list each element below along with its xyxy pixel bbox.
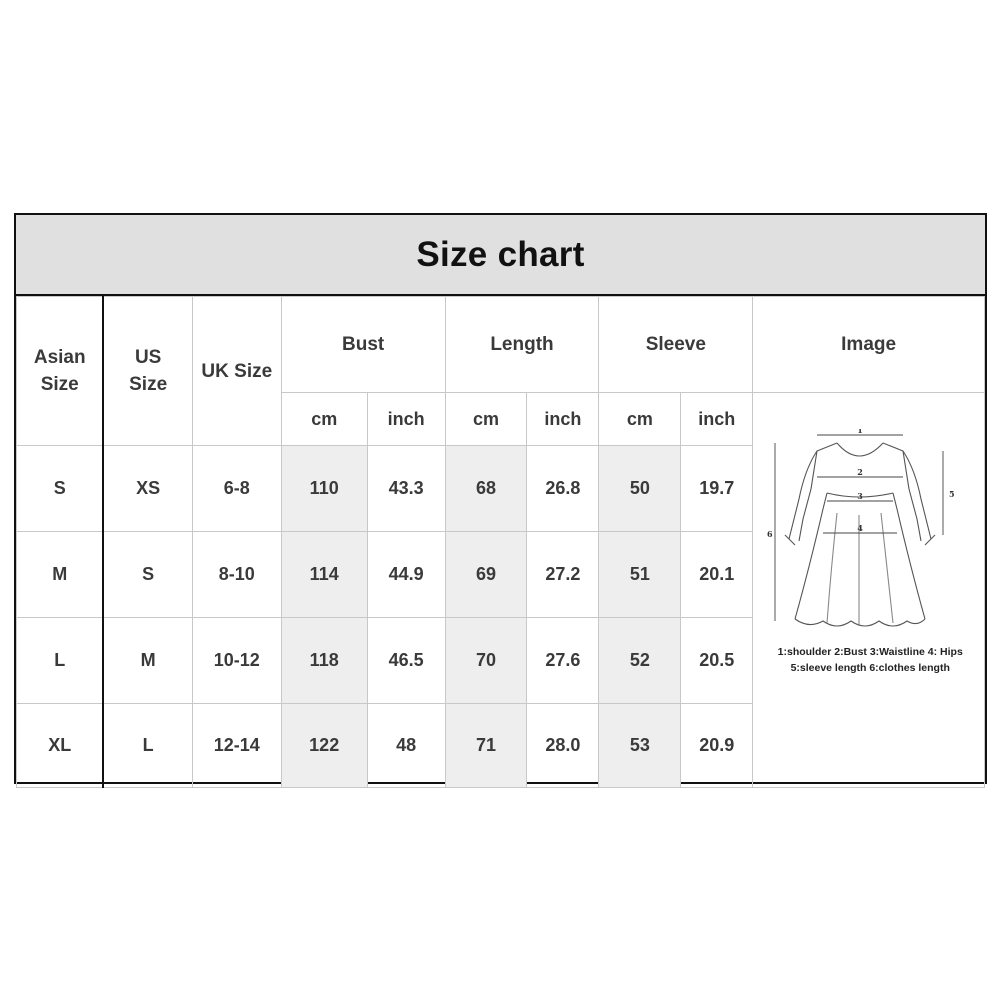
header-sleeve: Sleeve — [599, 297, 753, 393]
cell-bust-cm: 110 — [281, 446, 367, 532]
cell-sleeve-cm: 51 — [599, 532, 681, 618]
cell-asian-size: S — [17, 446, 104, 532]
cell-sleeve-inch: 19.7 — [681, 446, 753, 532]
cell-uk-size: 12-14 — [192, 704, 281, 788]
cell-length-inch: 27.2 — [527, 532, 599, 618]
cell-bust-cm: 122 — [281, 704, 367, 788]
subheader-bust-inch: inch — [367, 393, 445, 446]
subheader-length-cm: cm — [445, 393, 527, 446]
marker-5: 5 — [949, 489, 955, 499]
header-uk-size: UK Size — [192, 297, 281, 446]
cell-bust-inch: 46.5 — [367, 618, 445, 704]
chart-title: Size chart — [16, 215, 985, 296]
size-table — [16, 296, 985, 788]
cell-us-size: L — [103, 704, 192, 788]
cell-bust-inch: 48 — [367, 704, 445, 788]
header-asian-size: Asian Size — [17, 297, 104, 446]
marker-2: 2 — [857, 467, 864, 477]
cell-asian-size: XL — [17, 704, 104, 788]
marker-4: 4 — [857, 523, 864, 533]
subheader-sleeve-inch: inch — [681, 393, 753, 446]
marker-1: 1 — [857, 429, 864, 435]
dress-sketch-image — [759, 429, 981, 639]
header-us-size: US Size — [103, 297, 192, 446]
marker-6: 6 — [767, 529, 773, 539]
header-image: Image — [753, 297, 985, 393]
diagram-caption-2: 5:sleeve length 6:clothes length — [790, 662, 950, 674]
diagram-caption-1: 1:shoulder 2:Bust 3:Waistline 4: Hips — [777, 646, 963, 658]
cell-uk-size: 8-10 — [192, 532, 281, 618]
cell-asian-size: L — [17, 618, 104, 704]
cell-us-size: XS — [103, 446, 192, 532]
cell-bust-cm: 118 — [281, 618, 367, 704]
cell-bust-cm: 114 — [281, 532, 367, 618]
cell-us-size: S — [103, 532, 192, 618]
marker-3: 3 — [857, 491, 864, 501]
subheader-sleeve-cm: cm — [599, 393, 681, 446]
cell-length-inch: 27.6 — [527, 618, 599, 704]
cell-sleeve-inch: 20.1 — [681, 532, 753, 618]
subheader-bust-cm: cm — [281, 393, 367, 446]
dress-image-cell — [753, 393, 985, 788]
cell-length-cm: 71 — [445, 704, 527, 788]
subheader-length-inch: inch — [527, 393, 599, 446]
size-chart — [14, 213, 987, 784]
cell-sleeve-cm: 53 — [599, 704, 681, 788]
header-bust: Bust — [281, 297, 445, 393]
cell-sleeve-cm: 52 — [599, 618, 681, 704]
cell-us-size: M — [103, 618, 192, 704]
cell-sleeve-inch: 20.9 — [681, 704, 753, 788]
cell-sleeve-cm: 50 — [599, 446, 681, 532]
cell-length-cm: 70 — [445, 618, 527, 704]
cell-length-cm: 68 — [445, 446, 527, 532]
cell-bust-inch: 43.3 — [367, 446, 445, 532]
cell-length-cm: 69 — [445, 532, 527, 618]
cell-uk-size: 10-12 — [192, 618, 281, 704]
dress-diagram — [759, 429, 981, 679]
cell-asian-size: M — [17, 532, 104, 618]
cell-length-inch: 26.8 — [527, 446, 599, 532]
cell-bust-inch: 44.9 — [367, 532, 445, 618]
header-length: Length — [445, 297, 599, 393]
cell-uk-size: 6-8 — [192, 446, 281, 532]
cell-sleeve-inch: 20.5 — [681, 618, 753, 704]
cell-length-inch: 28.0 — [527, 704, 599, 788]
